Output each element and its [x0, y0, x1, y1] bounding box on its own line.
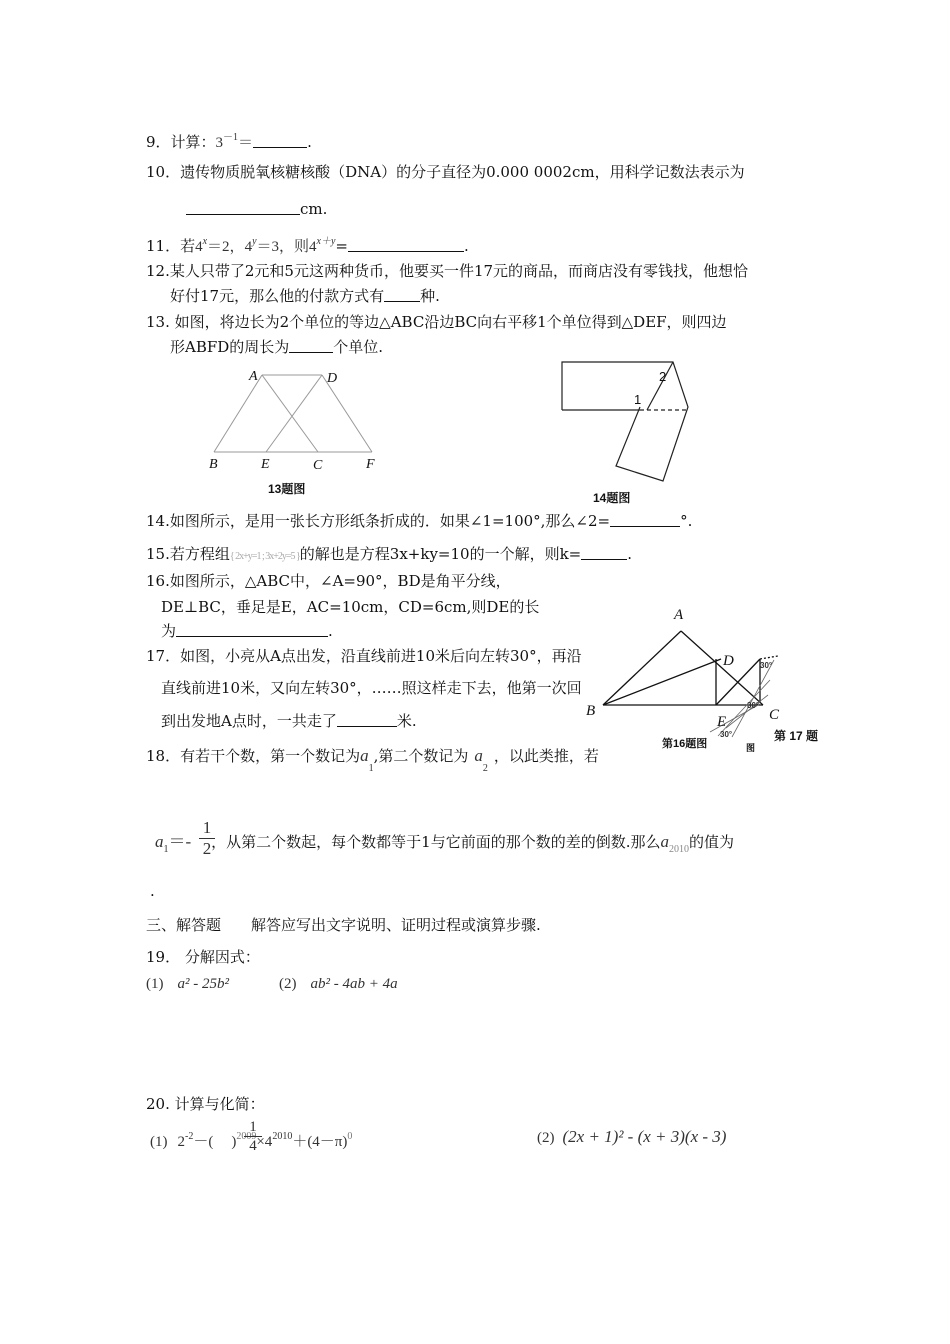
q11-end: . — [464, 237, 469, 255]
q20-fraction — [244, 1118, 262, 1155]
q18-an: a — [660, 832, 669, 851]
fig13-label-d: D — [327, 371, 338, 386]
q18-a2-sub: 2 — [482, 763, 488, 774]
q11-answer-blank[interactable] — [348, 237, 464, 252]
q11-t3: 4 — [309, 239, 317, 255]
question-15 — [146, 544, 632, 567]
q11-t1: 4 — [195, 239, 203, 255]
q15-end: . — [627, 545, 633, 563]
q18-a1: a — [360, 746, 369, 765]
q14-end: °. — [680, 512, 693, 530]
fig14-label-1: 1 — [634, 392, 642, 407]
figure-13 — [200, 362, 400, 472]
question-9 — [146, 128, 312, 153]
question-10-line1: 10．遗传物质脱氧核糖核酸（DNA）的分子直径为0.000 0002cm，用科学记数法表示为 — [146, 163, 745, 181]
q18-dot: . — [150, 882, 155, 900]
question-10-line2 — [186, 199, 327, 219]
q11-pre: 11．若 — [146, 237, 196, 255]
q9-text: 9．计算： — [146, 133, 216, 151]
fig17-caption-b: 图 — [746, 743, 756, 753]
q16-line3b: . — [328, 622, 333, 640]
figure-14 — [555, 355, 700, 485]
q13-answer-blank[interactable] — [289, 338, 333, 353]
q17-line3a: 到出发地A点时，一共走了 — [161, 712, 337, 730]
q14-answer-blank[interactable] — [610, 512, 680, 527]
fig14-label-2: 2 — [659, 369, 667, 384]
q18-a1-eq: a — [155, 832, 164, 851]
q9-answer-blank[interactable] — [253, 133, 307, 148]
q9-eq: ＝ — [238, 135, 254, 151]
question-13-line1: 13. 如图，将边长为2个单位的等边△ABC沿边BC向右平移1个单位得到△DEF，则四边 — [146, 313, 727, 331]
q11-t2: 4 — [244, 239, 253, 255]
q10-answer-blank[interactable] — [186, 200, 300, 215]
question-16-line3 — [161, 621, 333, 641]
q20-p1-plus-exp: 0 — [347, 1131, 353, 1142]
q11-t2v: ＝3，则 — [256, 239, 310, 255]
q11-t3v: = — [335, 237, 348, 255]
q18-fraction — [199, 818, 215, 859]
section-3-title: 三、解答题 — [146, 916, 222, 934]
question-16-line2: DE⊥BC，垂足是E，AC=10cm，CD=6cm,则DE的长 — [161, 598, 540, 616]
q15-system: { 2x+y=1 ; 3x+2y=5 } — [229, 551, 300, 562]
question-14 — [146, 511, 692, 531]
q9-base: 3 — [215, 135, 224, 151]
q20-p1-base: 2 — [177, 1134, 185, 1150]
question-16-line1: 16.如图所示，△ABC中，∠A=90°，BD是角平分线， — [146, 572, 511, 590]
fig16-label-d: D — [723, 653, 734, 669]
q9-exponent: －1 — [223, 132, 239, 143]
q19-p1-label: (1) — [146, 976, 164, 992]
question-18-line1 — [146, 746, 599, 779]
fig13-label-f: F — [366, 457, 375, 472]
q17-answer-blank[interactable] — [337, 712, 397, 727]
fig13-label-c: C — [313, 458, 323, 472]
fig13-label-a: A — [249, 369, 258, 384]
fig13-caption: 13题图 — [268, 482, 306, 496]
fig16-label-b: B — [586, 703, 596, 719]
q19-p2-expr: ab² - 4ab + 4a — [310, 976, 398, 992]
q18-a1-eq-sub: 1 — [163, 844, 169, 855]
question-13-line2 — [170, 337, 383, 357]
q20-p1-base-exp: -2 — [185, 1131, 194, 1142]
q20-p1-times-exp: 2010 — [272, 1131, 293, 1142]
fig17-angle-1: 30° — [760, 661, 773, 670]
question-20-title: 20. 计算与化简： — [146, 1095, 265, 1113]
fig17-angle-3: 30° — [720, 730, 733, 739]
q20-p1-times: ×4 — [256, 1134, 273, 1150]
q18-a2: a — [474, 746, 483, 765]
q18-frac-den: 2 — [202, 839, 212, 858]
q12-line2b: 种. — [420, 287, 440, 305]
question-17-line1: 17．如图，小亮从A点出发，沿直线前进10米后向左转30°，再沿 — [146, 647, 582, 665]
q15-post: 的解也是方程3x+ky=10的一个解，则k= — [299, 545, 582, 563]
fig16-label-a: A — [674, 607, 684, 623]
question-18-line2 — [155, 832, 734, 860]
q16-line3a: 为 — [161, 622, 177, 640]
q20-p1-close-exp: 2009 — [236, 1131, 257, 1142]
q19-p2-label: (2) — [279, 976, 297, 992]
q10-end: cm. — [300, 200, 328, 218]
q20-frac-num: 1 — [249, 1119, 257, 1135]
fig16-caption: 第16题图 — [662, 738, 708, 750]
q17-line3b: 米. — [396, 712, 417, 730]
q15-answer-blank[interactable] — [581, 545, 627, 560]
fig17-angle-2: 30° — [747, 701, 760, 710]
question-20-part2 — [537, 1127, 726, 1148]
q14-text: 14.如图所示，是用一张长方形纸条折成的．如果∠1=100°,那么∠2= — [146, 512, 611, 530]
q18-line1b: ,第二个数记为 — [373, 747, 469, 765]
q20-p2-label: (2) — [537, 1130, 555, 1146]
q11-t3e: x＋y — [316, 236, 336, 247]
q20-p1-minus: －( — [193, 1134, 214, 1150]
fig14-caption: 14题图 — [593, 491, 631, 505]
fig17-caption: 第 17 题 — [774, 729, 819, 743]
question-11 — [146, 232, 469, 257]
section-3-header — [146, 915, 541, 935]
fig13-label-e: E — [261, 457, 270, 472]
q12-answer-blank[interactable] — [384, 287, 420, 302]
section-3-note: 解答应写出文字说明、证明过程或演算步骤. — [251, 916, 541, 934]
question-12-line1: 12.某人只带了2元和5元这两种货币，他要买一件17元的商品，而商店没有零钱找，他想恰 — [146, 262, 749, 280]
q18-line1c: ，以此类推，若 — [493, 747, 599, 765]
q11-t2e: y — [252, 236, 257, 247]
q18-frac-num: 1 — [202, 818, 212, 837]
q11-t1e: x — [202, 236, 208, 247]
q18-line1a: 18．有若干个数，第一个数记为 — [146, 747, 361, 765]
fig16-label-e: E — [717, 714, 727, 730]
q9-end: . — [307, 133, 312, 151]
question-17-line3 — [161, 711, 417, 731]
q18-an-sub: 2010 — [669, 844, 689, 855]
question-19-parts — [146, 973, 398, 994]
q13-line2a: 形ABFD的周长为 — [170, 338, 290, 356]
q20-p1-plus: ＋(4－π) — [292, 1134, 348, 1150]
q20-p2-expr: (2x + 1)² - (x + 3)(x - 3) — [562, 1127, 727, 1146]
q20-frac-den: 4 — [249, 1138, 257, 1154]
q18-line2end: 的值为 — [689, 833, 735, 851]
q19-p1-expr: a² - 25b² — [177, 976, 229, 992]
q18-eq: ＝- — [168, 832, 192, 851]
q20-p1-close: ) — [231, 1134, 237, 1150]
q18-line2: ，从第二个数起，每个数都等于1与它前面的那个数的差的倒数.那么 — [211, 833, 661, 851]
question-12-line2 — [170, 286, 440, 306]
fig13-label-b: B — [209, 457, 218, 472]
question-17-line2: 直线前进10米，又向左转30°，……照这样走下去，他第一次回 — [161, 679, 582, 697]
question-19-title: 19． 分解因式： — [146, 948, 260, 966]
q13-line2b: 个单位. — [333, 338, 384, 356]
q15-pre: 15.若方程组 — [146, 545, 230, 563]
q16-answer-blank[interactable] — [176, 622, 328, 637]
q11-t1v: ＝2， — [207, 239, 245, 255]
fig16-label-c: C — [769, 707, 780, 723]
q20-p1-label: (1) — [150, 1134, 168, 1150]
q12-line2a: 好付17元，那么他的付款方式有 — [170, 287, 385, 305]
q18-a1-sub: 1 — [368, 763, 374, 774]
